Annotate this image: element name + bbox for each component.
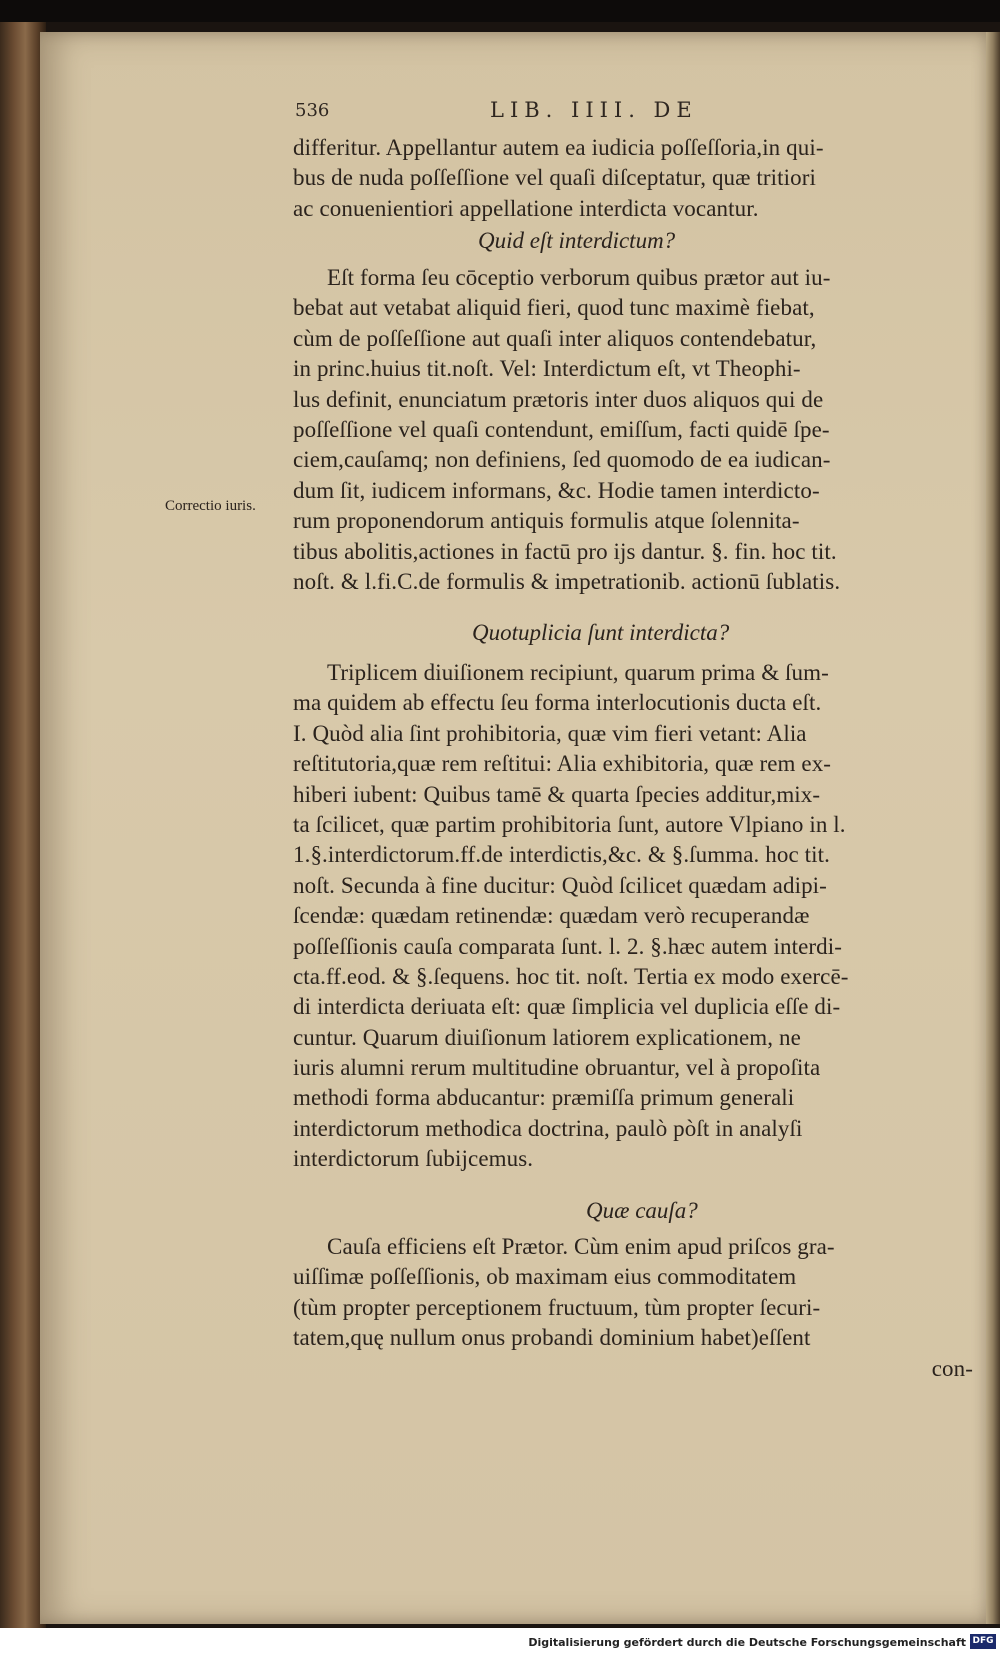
text-line: Triplicem diuiſionem recipiunt, quarum prima & ſum-: [327, 660, 829, 685]
text-line: cùm de poſſeſſione aut quaſi inter aliquos contendebatur,: [293, 325, 817, 351]
text-line: in princ.huius tit.noſt. Vel: Interdictum eſt, vt Theophi-: [293, 356, 801, 382]
dfg-logo: DFG: [970, 1634, 996, 1649]
text-line: 1.§.interdictorum.ff.de interdictis,&c. & §.ſumma. hoc tit.: [293, 842, 830, 868]
text-line: bus de nuda poſſeſſione vel quaſi diſceptatur, quæ tritiori: [293, 165, 817, 191]
text-line: tatem,quę nullum onus probandi dominium habet)eſſent: [293, 1325, 811, 1351]
text-line: di interdicta deriuata eſt: quæ ſimplicia vel duplicia eſſe di-: [293, 994, 841, 1020]
text-line: I. Quòd alia ſint prohibitoria, quæ vim fieri vetant: Alia: [293, 720, 807, 746]
text-line: cta.ff.eod. & §.ſequens. hoc tit. noſt. Tertia ex modo exercē-: [293, 963, 849, 989]
text-line: uiſſimæ poſſeſſionis, ob maximam eius commoditatem: [293, 1264, 797, 1290]
text-line: interdictorum methodica doctrina, paulò pòſt in analyſi: [293, 1115, 803, 1141]
text-line: iuris alumni rerum multitudine obruantur, vel à propoſita: [293, 1055, 821, 1081]
heading-quid-est-interdictum: Quid eſt interdictum?: [478, 228, 676, 253]
footer-bar: [0, 1628, 1000, 1656]
text-line: differitur. Appellantur autem ea iudicia poſſeſſoria,in qui-: [293, 135, 824, 160]
text-block-4: [293, 1232, 973, 1384]
text-line: lus definit, enunciatum prætoris inter duos aliquos qui de: [293, 386, 824, 412]
text-line: interdictorum ſubijcemus.: [293, 1146, 534, 1172]
margin-note: Correctio iuris.: [165, 498, 256, 514]
running-title: LIB. IIII. DE: [490, 98, 698, 122]
text-line: ſcendæ: quædam retinendæ: quædam verò recuperandæ: [293, 903, 810, 929]
text-block-2: [293, 263, 973, 597]
text-line: methodi forma abducantur: præmiſſa primum generali: [293, 1085, 795, 1111]
text-line: noſt. & l.fi.C.de formulis & impetrationib. actionū ſublatis.: [293, 568, 841, 594]
text-line: ma quidem ab effectu ſeu forma interlocutionis ducta eſt.: [293, 690, 822, 716]
catchword: con-: [931, 1355, 973, 1381]
text-line: hiberi iubent: Quibus tamē & quarta ſpecies additur,mix-: [293, 781, 821, 807]
text-line: (tùm propter perceptionem fructuum, tùm propter ſecuri-: [293, 1294, 821, 1320]
page-header: [295, 98, 995, 132]
text-line: dum ſit, iudicem informans, &c. Hodie tamen interdicto-: [293, 477, 820, 503]
top-black-border: [0, 0, 1000, 24]
text-line: ta ſcilicet, quæ partim prohibitoria ſunt, autore Vlpiano in l.: [293, 811, 846, 837]
text-line: poſſeſſionis cauſa comparata ſunt. l. 2. §.hæc autem interdi-: [293, 933, 843, 959]
text-line: reſtitutoria,quæ rem reſtitui: Alia exhibitoria, quæ rem ex-: [293, 751, 832, 777]
text-line: Eſt forma ſeu cōceptio verborum quibus prætor aut iu-: [327, 265, 831, 290]
text-line: ac conuenientiori appellatione interdicta vocantur.: [293, 195, 759, 221]
page-edge: [986, 32, 1000, 1624]
text-block-3: [293, 658, 973, 1175]
funding-credit: Digitalisierung gefördert durch die Deutsche Forschungsgemeinschaft: [528, 1636, 966, 1649]
page-number: 536: [295, 100, 330, 121]
text-line: tibus abolitis,actiones in factū pro ijs dantur. §. fin. hoc tit.: [293, 538, 837, 564]
text-line: poſſeſſione vel quaſi contendunt, emiſſum, facti quidē ſpe-: [293, 416, 830, 442]
text-line: bebat aut vetabat aliquid fieri, quod tunc maximè fiebat,: [293, 295, 815, 321]
text-line: Cauſa efficiens eſt Prætor. Cùm enim apud priſcos gra-: [327, 1234, 835, 1259]
text-line: ciem,cauſamq; non definiens, ſed quomodo de ea iudican-: [293, 447, 831, 473]
text-line: rum proponendorum antiquis formulis atque ſolennita-: [293, 508, 800, 534]
heading-quotuplicia: Quotuplicia ſunt interdicta?: [472, 620, 730, 645]
heading-quae-causa: Quæ cauſa?: [586, 1198, 698, 1223]
text-block-1: [293, 133, 973, 224]
text-line: cuntur. Quarum diuiſionum latiorem explicationem, ne: [293, 1024, 801, 1050]
text-line: noſt. Secunda à fine ducitur: Quòd ſcilicet quædam adipi-: [293, 872, 827, 898]
